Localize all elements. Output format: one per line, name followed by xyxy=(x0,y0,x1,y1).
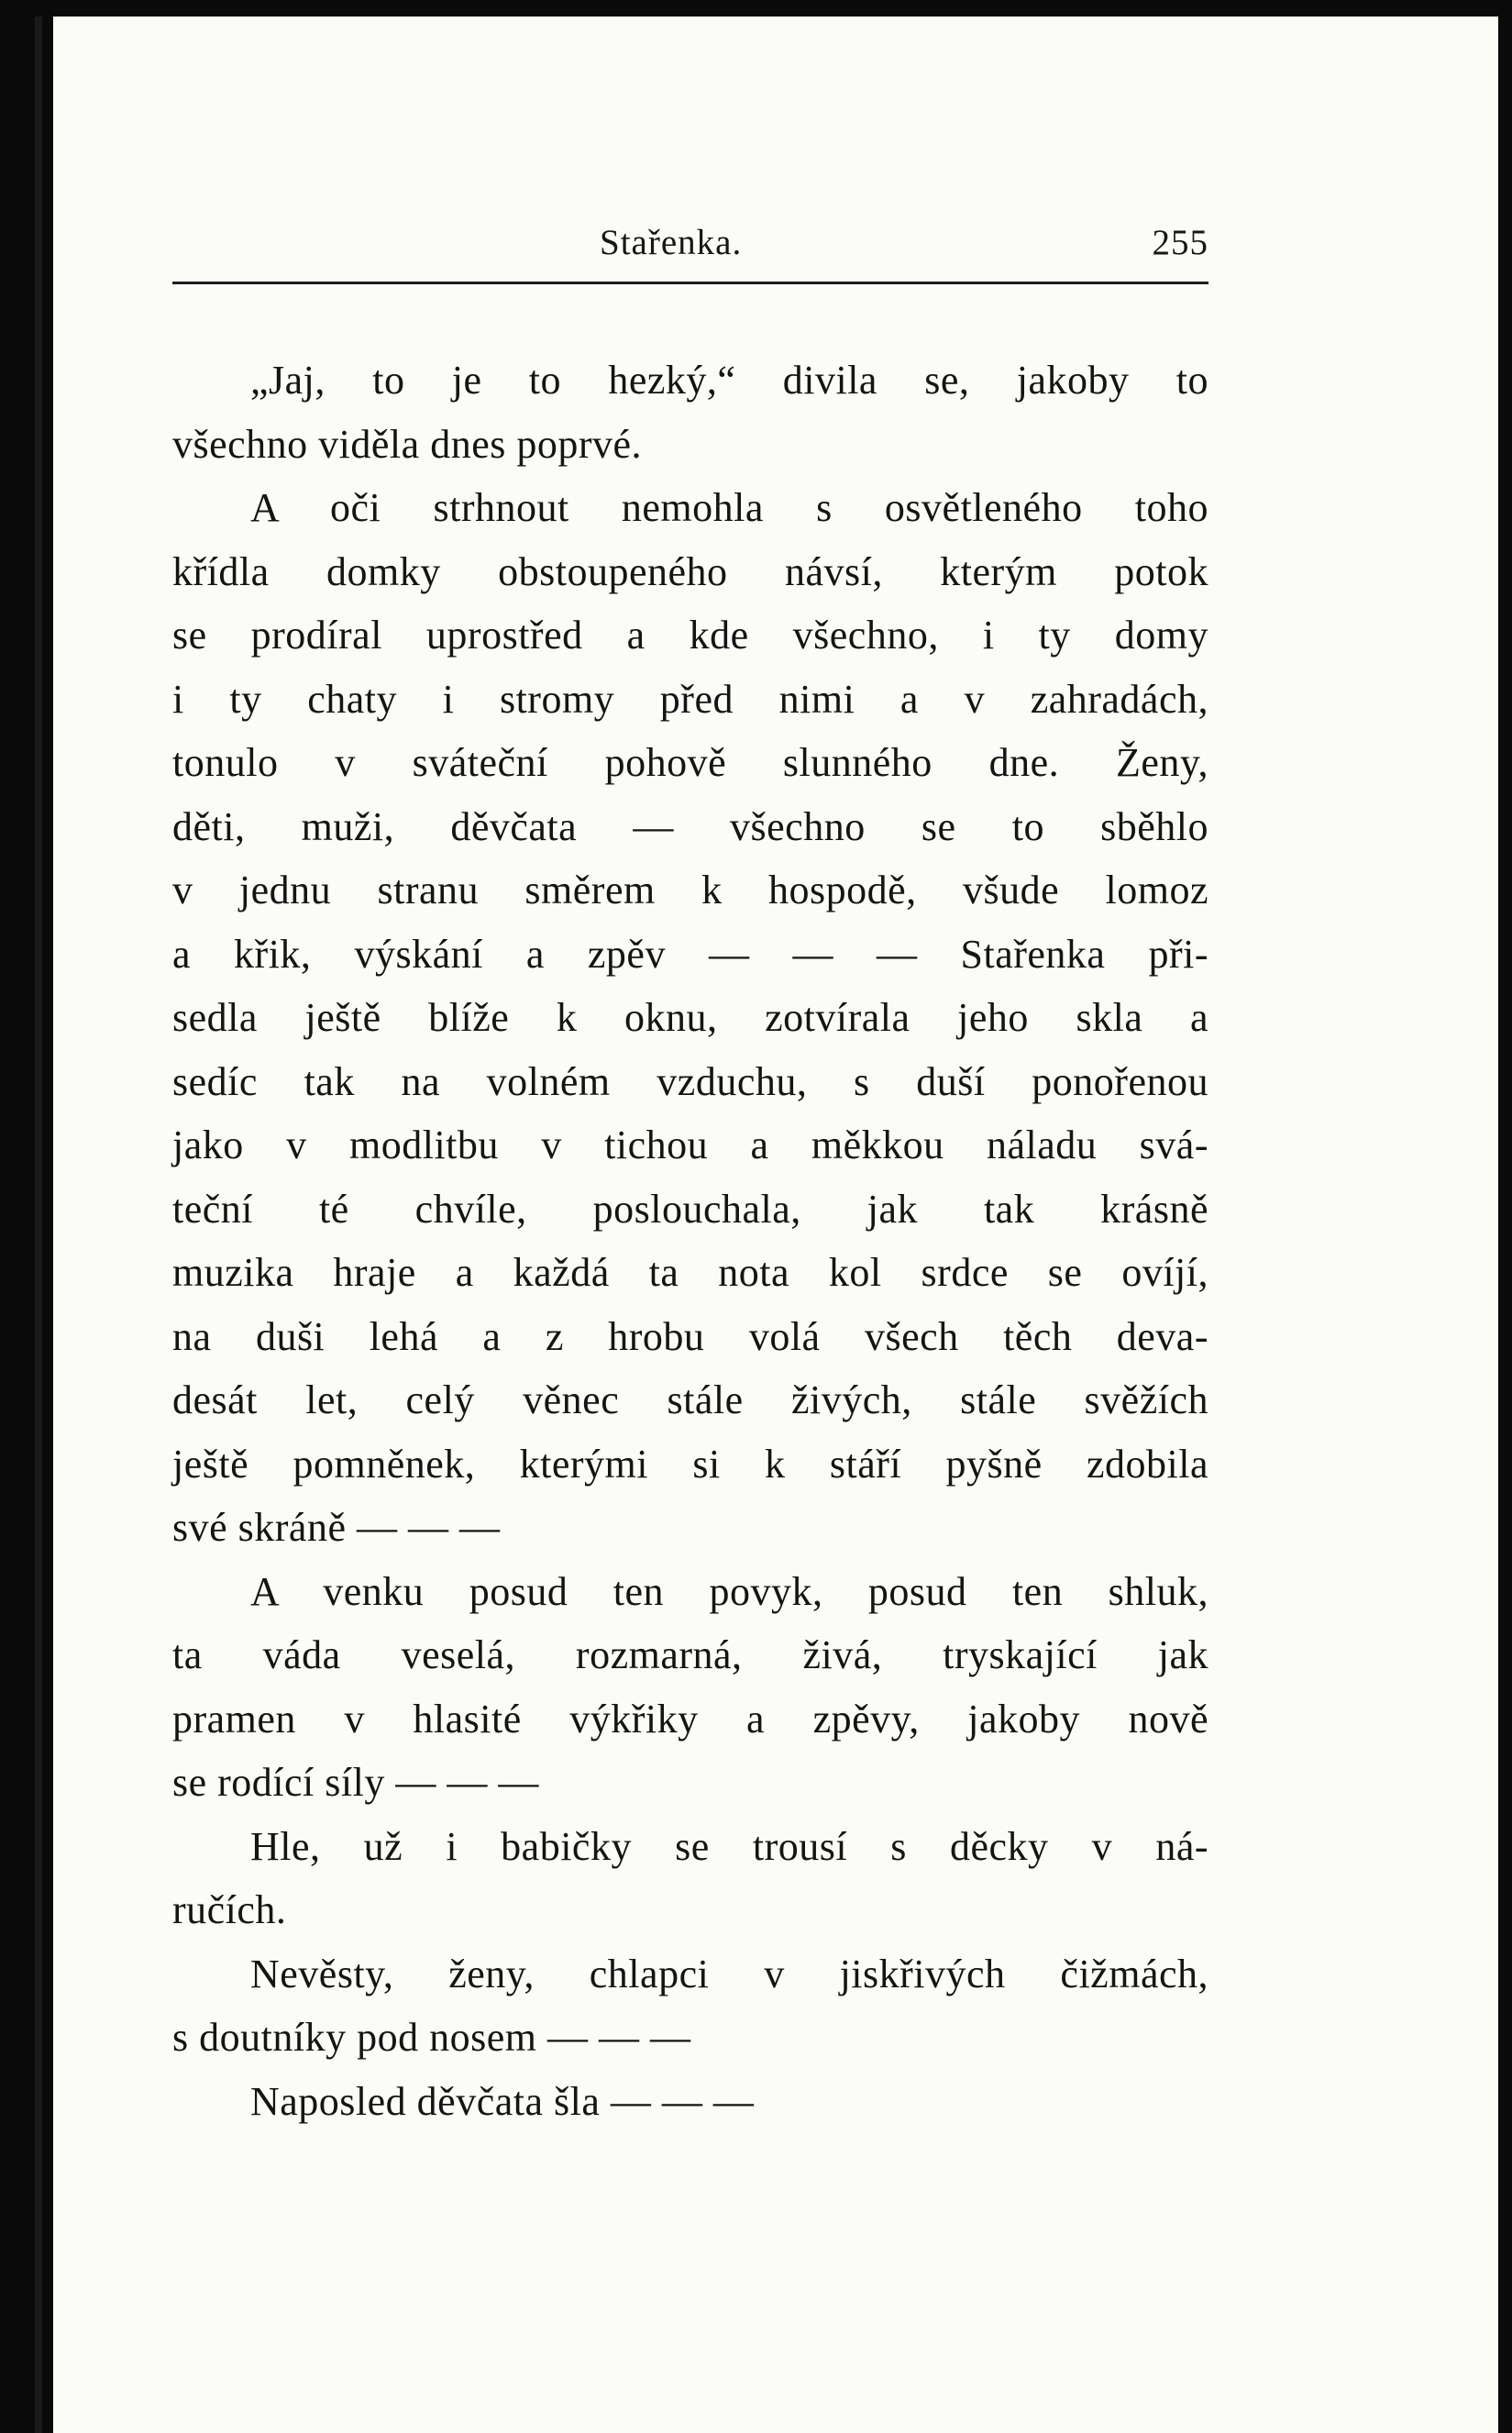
text-line: křídla domky obstoupeného návsí, kterým potok xyxy=(172,548,1208,594)
book-gutter-edge xyxy=(35,17,42,2433)
text-line: na duši lehá a z hrobu volá všech těch deva- xyxy=(172,1313,1208,1359)
text-line: děti, muži, děvčata — všechno se to sběhlo xyxy=(172,803,1208,849)
body-text xyxy=(172,348,1208,2133)
header-rule xyxy=(172,282,1208,284)
running-head xyxy=(172,222,1208,273)
text-line: se rodící síly — — — xyxy=(172,1760,539,1805)
text-line: „Jaj, to je to hezký,“ divila se, jakoby to xyxy=(250,358,1208,403)
text-line: své skráně — — — xyxy=(172,1505,501,1550)
text-line: i ty chaty i stromy před nimi a v zahradách, xyxy=(172,676,1208,722)
running-head-title: Stařenka. xyxy=(600,223,743,262)
text-line: pramen v hlasité výkřiky a zpěvy, jakoby nově xyxy=(172,1696,1208,1742)
text-line: desát let, celý věnec stále živých, stále svěžích xyxy=(172,1377,1208,1422)
text-line: v jednu stranu směrem k hospodě, všude lomoz xyxy=(172,868,1208,912)
text-line: ta váda veselá, rozmarná, živá, tryskající jak xyxy=(172,1632,1208,1677)
text-line: Naposled děvčata šla — — — xyxy=(250,2078,755,2124)
text-line: a křik, výskání a zpěv — — — Stařenka při- xyxy=(172,931,1208,977)
text-line: sedíc tak na volném vzduchu, s duší ponořenou xyxy=(172,1058,1208,1104)
text-line: A oči strhnout nemohla s osvětleného toho xyxy=(250,485,1208,530)
text-line: se prodíral uprostřed a kde všechno, i ty domy xyxy=(172,613,1208,658)
text-line: Nevěsty, ženy, chlapci v jiskřivých čižmách, xyxy=(250,1951,1208,1996)
text-line: s doutníky pod nosem — — — xyxy=(172,2015,691,2060)
text-line: teční té chvíle, poslouchala, jak tak krásně xyxy=(172,1186,1208,1232)
text-line: ručích. xyxy=(172,1887,287,1932)
text-line: muzika hraje a každá ta nota kol srdce se ovíjí, xyxy=(172,1250,1208,1295)
text-line: všechno viděla dnes poprvé. xyxy=(172,421,643,467)
page-number: 255 xyxy=(1152,223,1208,262)
text-line: jako v modlitbu v tichou a měkkou náladu svá- xyxy=(172,1122,1208,1167)
text-line: Hle, už i babičky se trousí s děcky v ná- xyxy=(250,1823,1208,1869)
text-line: ještě pomněnek, kterými si k stáří pyšně zdobila xyxy=(172,1441,1208,1487)
text-line: A venku posud ten povyk, posud ten shluk, xyxy=(250,1568,1208,1614)
text-line: tonulo v sváteční pohově slunného dne. Ženy, xyxy=(172,740,1208,785)
text-line: sedla ještě blíže k oknu, zotvírala jeho skla a xyxy=(172,995,1208,1040)
